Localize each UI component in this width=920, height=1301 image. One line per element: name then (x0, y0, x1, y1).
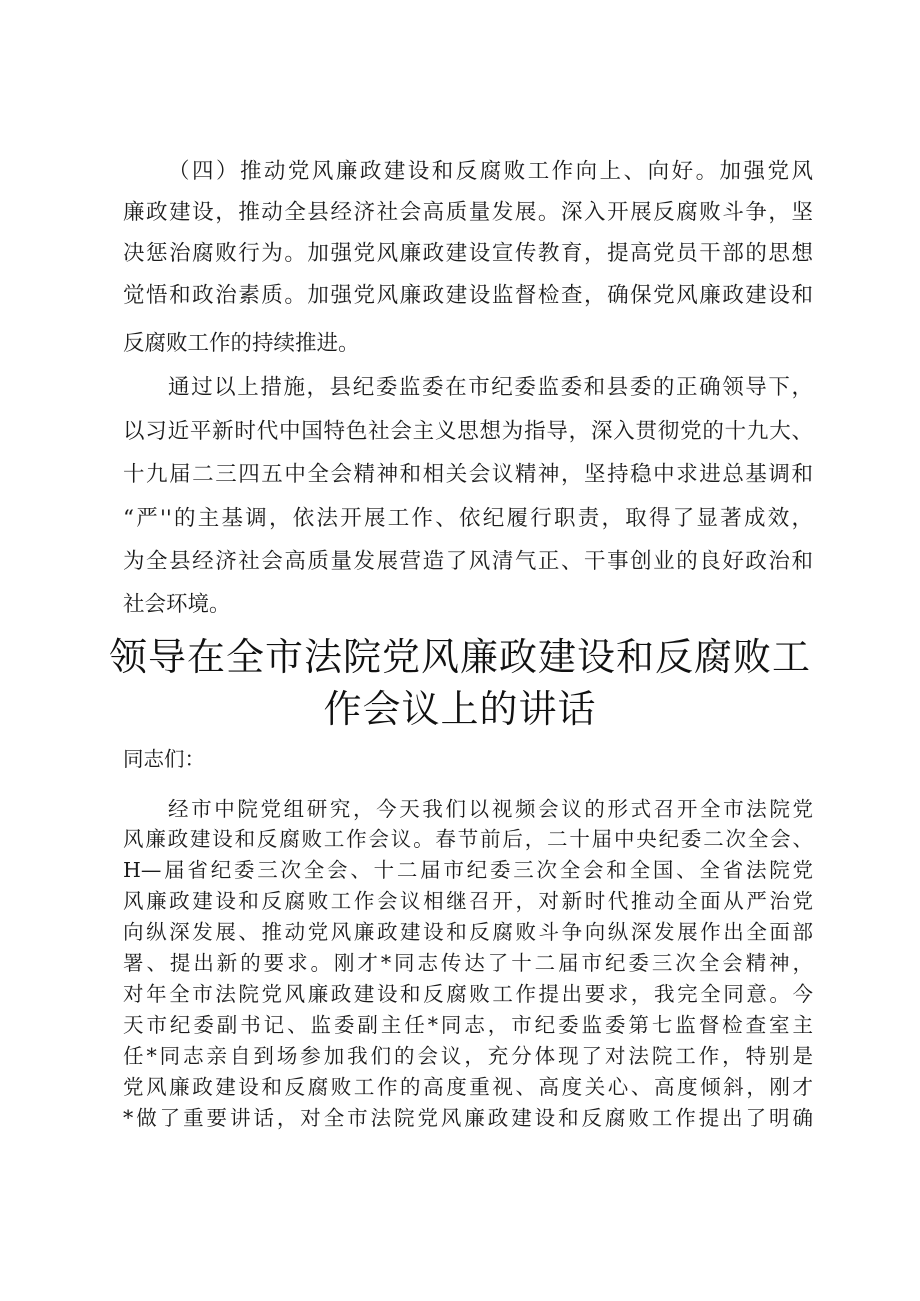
paragraph-line: H—届省纪委三次全会、十二届市纪委三次全会和全国、全省法院党 (123, 858, 813, 882)
paragraph-line: 风廉政建设和反腐败工作会议。春节前后，二十届中央纪委二次全会、 (123, 827, 813, 851)
paragraph-line: 觉悟和政治素质。加强党风廉政建设监督检查，确保党风廉政建设和 (123, 283, 813, 308)
paragraph-line: 对年全市法院党风廉政建设和反腐败工作提出要求，我完全同意。今 (123, 982, 813, 1006)
paragraph-line: 为全县经济社会高质量发展营造了风清气正、干事创业的良好政治和 (123, 549, 813, 574)
paragraph-line: 以习近平新时代中国特色社会主义思想为指导，深入贯彻党的十九大、 (123, 419, 813, 444)
salutation: 同志们： (123, 747, 205, 771)
paragraph-line: 廉政建设，推动全县经济社会高质量发展。深入开展反腐败斗争，坚 (123, 200, 813, 225)
paragraph-line: 任*同志亲自到场参加我们的会议，充分体现了对法院工作，特别是 (123, 1044, 813, 1068)
paragraph-line: 署、提出新的要求。刚才*同志传达了十二届市纪委三次全会精神， (123, 951, 813, 975)
paragraph-line: 天市纪委副书记、监委副主任*同志，市纪委监委第七监督检查室主 (123, 1013, 813, 1037)
paragraph-line: 通过以上措施，县纪委监委在市纪委监委和县委的正确领导下， (168, 375, 813, 400)
paragraph-line: 风廉政建设和反腐败工作会议相继召开，对新时代推动全面从严治党 (123, 889, 813, 913)
speech-title-line-2: 作会议上的讲话 (323, 687, 597, 731)
paragraph-line: 经市中院党组研究，今天我们以视频会议的形式召开全市法院党 (168, 797, 813, 821)
paragraph-line: 社会环境。 (123, 592, 231, 617)
speech-title-line-1: 领导在全市法院党风廉政建设和反腐败工 (108, 635, 811, 679)
paragraph-line: 决惩治腐败行为。加强党风廉政建设宣传教育，提高党员干部的思想 (123, 241, 813, 266)
paragraph-line: 向纵深发展、推动党风廉政建设和反腐败斗争向纵深发展作出全面部 (123, 920, 813, 944)
paragraph-line: “严''的主基调，依法开展工作、依纪履行职责，取得了显著成效， (123, 506, 813, 531)
paragraph-line: 十九届二三四五中全会精神和相关会议精神，坚持稳中求进总基调和 (123, 462, 813, 487)
paragraph-line: *做了重要讲话，对全市法院党风廉政建设和反腐败工作提出了明确 (123, 1106, 813, 1130)
paragraph-line: 党风廉政建设和反腐败工作的高度重视、高度关心、高度倾斜，刚才 (123, 1075, 813, 1099)
paragraph-line: （四）推动党风廉政建设和反腐败工作向上、向好。加强党风 (168, 159, 813, 184)
paragraph-line: 反腐败工作的持续推进。 (123, 331, 360, 356)
